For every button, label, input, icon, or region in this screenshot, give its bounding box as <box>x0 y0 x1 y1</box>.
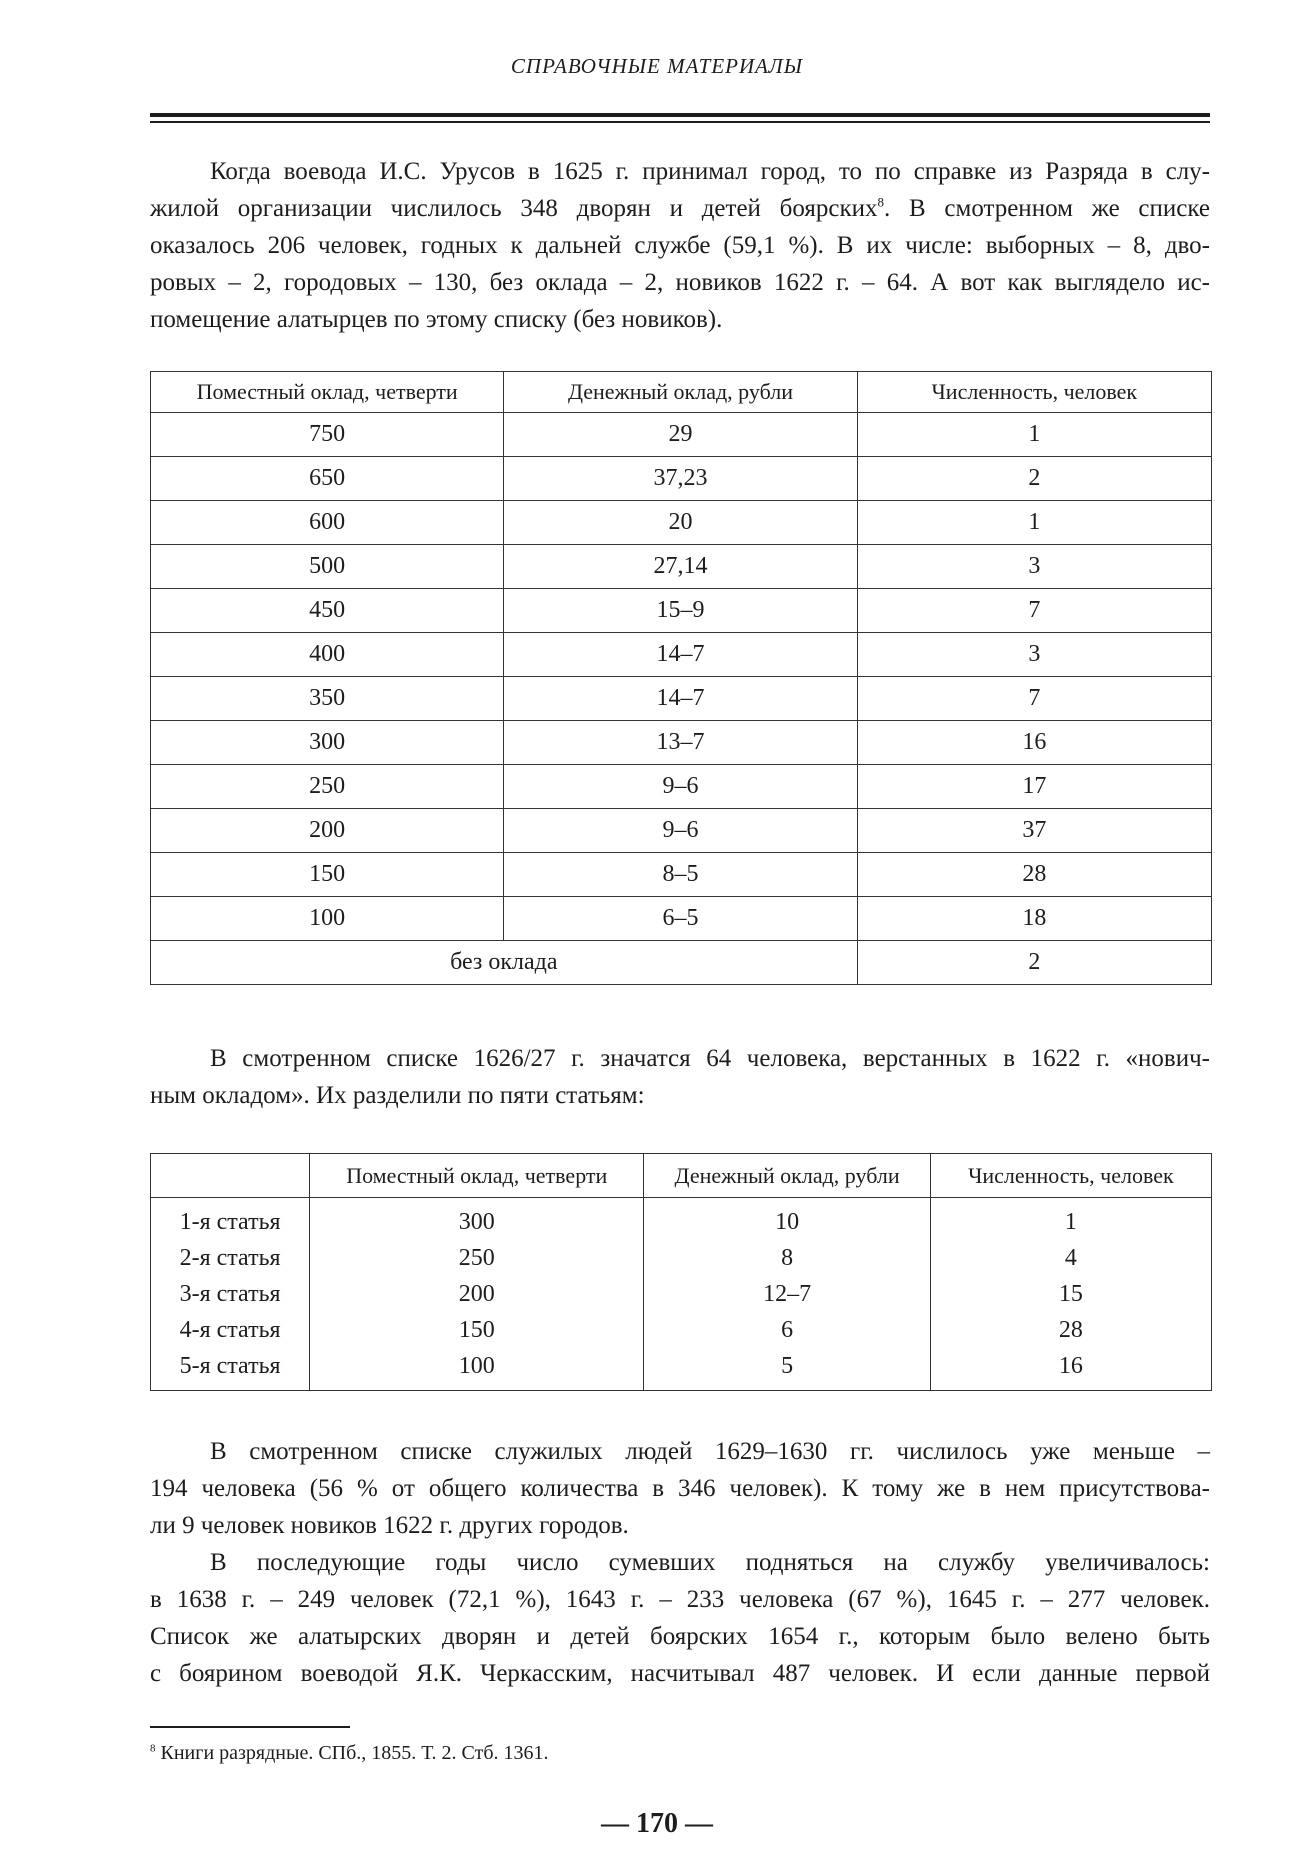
footnote <box>150 1742 549 1765</box>
table-cell: 27,14 <box>504 545 857 589</box>
table-cell: 4 <box>930 1240 1211 1276</box>
table-row <box>151 1198 1212 1241</box>
header-rule-thick <box>150 113 1210 117</box>
table-row <box>151 721 1212 765</box>
table-cell: 250 <box>310 1240 644 1276</box>
table-cell: 450 <box>151 589 504 633</box>
table-cell: 3 <box>857 633 1211 677</box>
table-cell: 10 <box>644 1198 930 1241</box>
paragraph-2 <box>150 1040 1210 1114</box>
table-cell: 150 <box>310 1312 644 1348</box>
table-cell: 16 <box>930 1348 1211 1391</box>
table-cell: 8 <box>644 1240 930 1276</box>
table-cell: 20 <box>504 501 857 545</box>
text-line: ровых – 2, городовых – 130, без оклада – 2, новиков 1622 г. – 64. А вот как выглядело ис- <box>150 269 1210 296</box>
table-cell: 3 <box>857 545 1211 589</box>
table-cell: 300 <box>151 721 504 765</box>
footnote-mark: 8 <box>150 1742 156 1755</box>
no-allotment-count: 2 <box>857 941 1211 985</box>
table-cell: 200 <box>151 809 504 853</box>
header-rule-thin <box>150 121 1210 123</box>
table-cell: 9–6 <box>504 765 857 809</box>
table-cell: 14–7 <box>504 633 857 677</box>
table-header-cell <box>151 1154 310 1198</box>
text-line: помещение алатырцев по этому списку (без новиков). <box>150 306 723 333</box>
table-row <box>151 897 1212 941</box>
page-number: — 170 — <box>601 1808 713 1839</box>
table-header-cell: Денежный оклад, рубли <box>504 372 857 413</box>
table-cell: 28 <box>930 1312 1211 1348</box>
table-cell: 1 <box>930 1198 1211 1241</box>
text-line: Список же алатырских дворян и детей боярских 1654 г., которым было велено быть <box>150 1623 1210 1650</box>
table-cell: 6–5 <box>504 897 857 941</box>
table-cell: 15–9 <box>504 589 857 633</box>
table-header-cell: Численность, человек <box>930 1154 1211 1198</box>
text-line: 194 человека (56 % от общего количества в 346 человек). К тому же в нем присутствова- <box>150 1475 1210 1502</box>
footnote-text: Книги разрядные. СПб., 1855. Т. 2. Стб. 1361. <box>160 1742 549 1764</box>
paragraph-4 <box>150 1544 1210 1692</box>
table-footer-row <box>151 941 1212 985</box>
text-line: оказалось 206 человек, годных к дальней службе (59,1 %). В их числе: выборных – 8, дво- <box>150 232 1210 259</box>
text-line: в 1638 г. – 249 человек (72,1 %), 1643 г. – 233 человека (67 %), 1645 г. – 277 человек. <box>150 1586 1210 1613</box>
table-row <box>151 1276 1212 1312</box>
table-cell: 650 <box>151 457 504 501</box>
table-cell: 300 <box>310 1198 644 1241</box>
table-cell: 7 <box>857 677 1211 721</box>
newcomers-table <box>150 1153 1212 1391</box>
table-cell: 13–7 <box>504 721 857 765</box>
running-head: СПРАВОЧНЫЕ МАТЕРИАЛЫ <box>510 54 804 78</box>
table-cell: 100 <box>310 1348 644 1391</box>
table-header-cell: Поместный оклад, четверти <box>310 1154 644 1198</box>
table-cell: 7 <box>857 589 1211 633</box>
text-line: ли 9 человек новиков 1622 г. других городов. <box>150 1512 629 1539</box>
table-header-cell: Поместный оклад, четверти <box>151 372 504 413</box>
table-cell: 2-я статья <box>151 1240 310 1276</box>
table-cell: 37 <box>857 809 1211 853</box>
table-cell: 12–7 <box>644 1276 930 1312</box>
table-cell: 14–7 <box>504 677 857 721</box>
table-cell: 150 <box>151 853 504 897</box>
table-cell: 18 <box>857 897 1211 941</box>
table-cell: 400 <box>151 633 504 677</box>
table-cell: 3-я статья <box>151 1276 310 1312</box>
text-line: жилой организации числилось 348 дворян и детей боярских$^8$. В смотренном же списке <box>150 194 1210 222</box>
table-cell: 250 <box>151 765 504 809</box>
paragraph-3 <box>150 1433 1210 1544</box>
table-cell: 1 <box>857 501 1211 545</box>
table-cell: 350 <box>151 677 504 721</box>
table-cell: 9–6 <box>504 809 857 853</box>
table-cell: 28 <box>857 853 1211 897</box>
table-cell: 500 <box>151 545 504 589</box>
footnote-rule <box>150 1726 350 1728</box>
table-cell: 750 <box>151 413 504 457</box>
table-row <box>151 1312 1212 1348</box>
table-row <box>151 457 1212 501</box>
table-cell: 600 <box>151 501 504 545</box>
footnote-ref: 8 <box>877 194 885 210</box>
text-line: В последующие годы число сумевших подняться на службу увеличивалось: <box>210 1549 1210 1576</box>
text-line: Когда воевода И.С. Урусов в 1625 г. принимал город, то по справке из Разряда в слу- <box>210 158 1210 185</box>
table-row <box>151 633 1212 677</box>
table-row <box>151 765 1212 809</box>
table-header-row <box>151 1154 1212 1198</box>
table-row <box>151 413 1212 457</box>
table-row <box>151 501 1212 545</box>
table-cell: 15 <box>930 1276 1211 1312</box>
table-row <box>151 1348 1212 1391</box>
table-row <box>151 809 1212 853</box>
table-cell: 6 <box>644 1312 930 1348</box>
text-line: В смотренном списке 1626/27 г. значатся 64 человека, верстанных в 1622 г. «нович- <box>210 1045 1210 1072</box>
table-row <box>151 677 1212 721</box>
table-cell: 2 <box>857 457 1211 501</box>
table-cell: 100 <box>151 897 504 941</box>
table-cell: 17 <box>857 765 1211 809</box>
table-cell: 4-я статья <box>151 1312 310 1348</box>
table-cell: 200 <box>310 1276 644 1312</box>
table-cell: 5-я статья <box>151 1348 310 1391</box>
allotment-table <box>150 371 1212 985</box>
text-line: с боярином воеводой Я.К. Черкасским, насчитывал 487 человек. И если данные первой <box>150 1660 1210 1687</box>
no-allotment-label: без оклада <box>151 941 858 985</box>
table-header-row <box>151 372 1212 413</box>
table-cell: 37,23 <box>504 457 857 501</box>
text-line: В смотренном списке служилых людей 1629–1630 гг. числилось уже меньше – <box>210 1438 1210 1465</box>
text-line: ным окладом». Их разделили по пяти статьям: <box>150 1082 645 1109</box>
table-cell: 29 <box>504 413 857 457</box>
table-header-cell: Численность, человек <box>857 372 1211 413</box>
table-header-cell: Денежный оклад, рубли <box>644 1154 930 1198</box>
table-cell: 5 <box>644 1348 930 1391</box>
table-row <box>151 589 1212 633</box>
paragraph-1 <box>150 153 1210 338</box>
table-cell: 1 <box>857 413 1211 457</box>
table-cell: 1-я статья <box>151 1198 310 1241</box>
table-row <box>151 853 1212 897</box>
table-cell: 8–5 <box>504 853 857 897</box>
table-row <box>151 1240 1212 1276</box>
table-row <box>151 545 1212 589</box>
table-cell: 16 <box>857 721 1211 765</box>
